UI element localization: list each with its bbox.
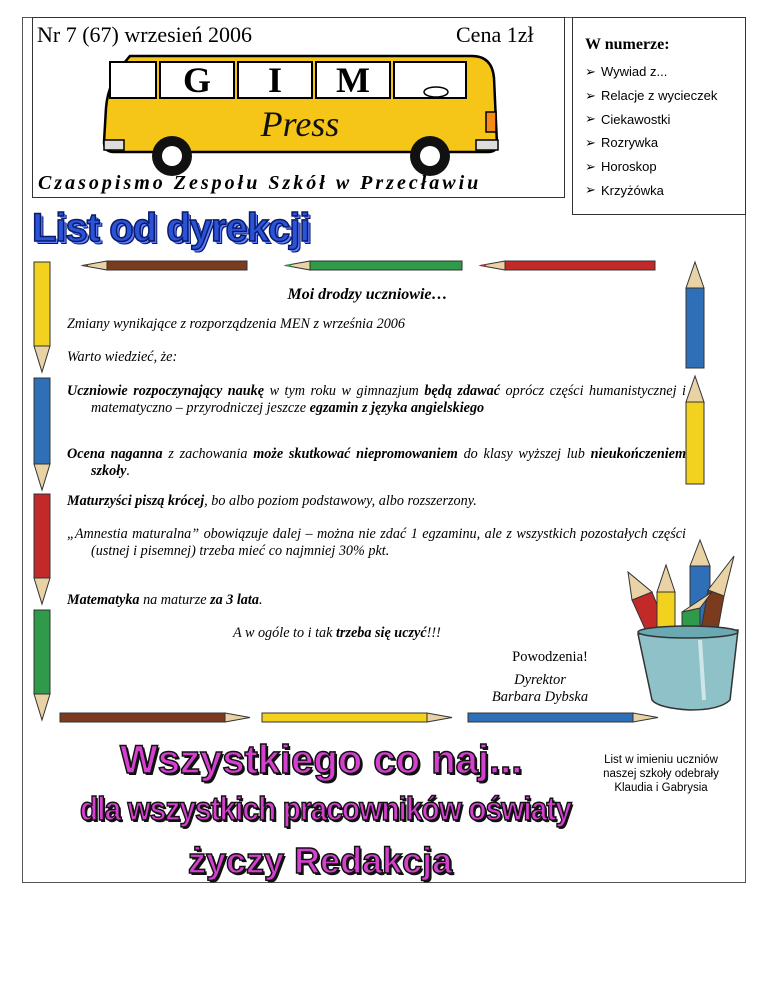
signature-name: Barbara Dybska: [491, 689, 589, 705]
pencil-icon: [34, 494, 50, 604]
magazine-subtitle: Czasopismo Zespołu Szkół w Przecławiu: [38, 172, 482, 194]
toc-item: ➢ Relacje z wycieczek: [585, 87, 718, 104]
arrow-bullet-icon: ➢: [585, 87, 596, 103]
arrow-bullet-icon: ➢: [585, 63, 596, 79]
note-line: naszej szkoły odebrały: [603, 768, 719, 780]
letter-paragraph-math: Matematyka na maturze za 3 lata.: [67, 592, 263, 608]
letter-recipients-note: [585, 753, 737, 795]
arrow-bullet-icon: ➢: [585, 134, 596, 150]
letter-heading: List od dyrekcji: [32, 206, 310, 250]
logo-word: Press: [260, 104, 340, 144]
toc-title: W numerze:: [585, 36, 670, 53]
letter-paragraph-study: A w ogóle to i tak trzeba się uczyć!!!: [233, 625, 441, 641]
arrow-bullet-icon: ➢: [585, 111, 596, 127]
letter-signature: [470, 672, 610, 706]
note-line: Klaudia i Gabrysia: [614, 782, 708, 794]
letter-paragraph-english-exam: Uczniowie rozpoczynający naukę w tym roku w gimnazjum będą zdawać oprócz części humanistycznej i matematyczno – przyrodniczej jeszcze egzamin z języka angielskiego: [67, 383, 686, 416]
letter-know-label: Warto wiedzieć, że:: [67, 349, 178, 365]
logo-letter-i: I: [267, 60, 283, 100]
wish-line-2: dla wszystkich pracowników oświaty: [80, 790, 571, 827]
logo-letter-m: M: [336, 60, 370, 100]
wish-line-1: Wszystkiego co naj...: [120, 738, 523, 782]
pencil-icon: [34, 610, 50, 720]
logo-letter-g: G: [182, 60, 212, 100]
wish-line-3: życzy Redakcja: [188, 840, 453, 881]
pencil-icon: [283, 261, 462, 270]
arrow-bullet-icon: ➢: [585, 182, 596, 198]
issue-number: Nr 7 (67) wrzesień 2006: [37, 22, 253, 47]
arrow-bullet-icon: ➢: [585, 158, 596, 174]
toc-item: ➢ Rozrywka: [585, 134, 659, 151]
pencil-icon: [468, 713, 658, 722]
toc-item: ➢ Horoskop: [585, 158, 657, 175]
toc-item: ➢ Wywiad z...: [585, 63, 668, 80]
letter-greeting: Moi drodzy uczniowie…: [287, 286, 448, 303]
pencil-icon: [60, 713, 250, 722]
pencil-icon: [686, 262, 704, 368]
pencil-icon: [80, 261, 247, 270]
issue-price: Cena 1zł: [456, 22, 534, 47]
letter-paragraph-matura: Maturzyści piszą krócej, bo albo poziom podstawowy, albo rozszerzony.: [67, 493, 477, 509]
letter-closing: Powodzenia!: [512, 649, 588, 665]
pencil-icon: [478, 261, 655, 270]
toc-item: ➢ Ciekawostki: [585, 111, 671, 127]
toc-item: ➢ Krzyżówka: [585, 182, 664, 198]
pencil-cup-icon: [628, 540, 738, 710]
letter-paragraph-conduct: Ocena naganna z zachowania może skutkować niepromowaniem do klasy wyższej lub nieukończeniem szkoły.: [67, 446, 687, 479]
pencil-icon: [34, 262, 50, 372]
pencil-icon: [686, 376, 704, 484]
note-line: List w imieniu uczniów: [604, 754, 718, 766]
pencil-icon: [262, 713, 452, 722]
pencil-icon: [34, 378, 50, 490]
letter-paragraph-amnesty: „Amnestia maturalna” obowiązuje dalej – można nie zdać 1 egzaminu, ale z wszystkich pozostałych części (ustnej i pisemnej) trzeba mieć co najmniej 30% pkt.: [67, 526, 686, 559]
letter-intro: Zmiany wynikające z rozporządzenia MEN z września 2006: [67, 316, 405, 332]
signature-role: Dyrektor: [514, 672, 566, 688]
